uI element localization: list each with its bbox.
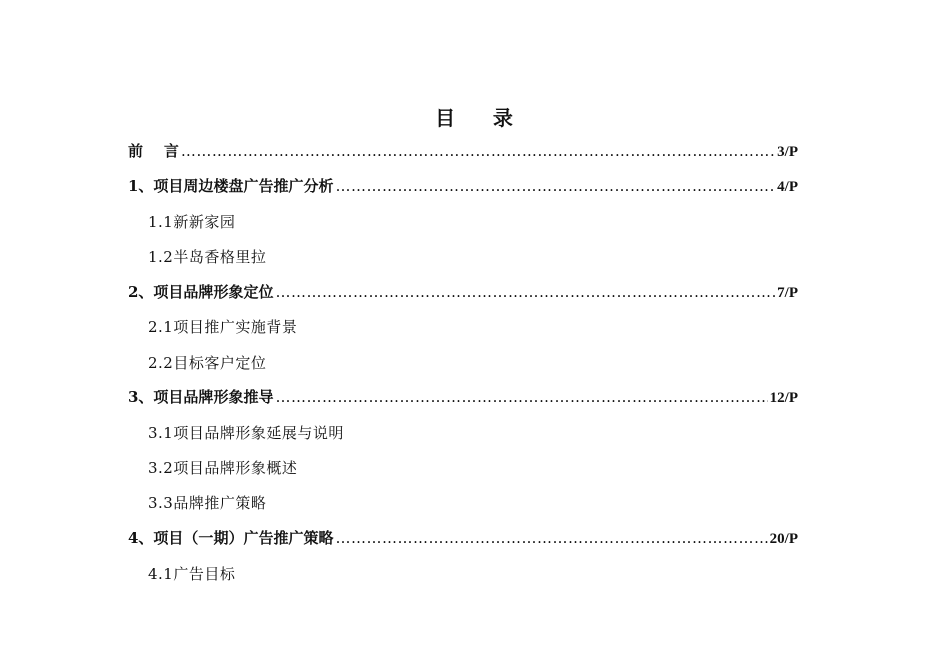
dot-leader — [181, 141, 775, 161]
toc-entry-page: 4/P — [777, 179, 798, 195]
toc-subentry-1-2[interactable] — [148, 247, 266, 267]
toc-subentry-title: 3.3品牌推广策略 — [148, 494, 267, 512]
toc-subentry-title: 2.1项目推广实施背景 — [148, 318, 298, 336]
toc-entry-title: 4、项目（一期）广告推广策略 — [128, 529, 334, 547]
toc-entry-title: 前 言 — [128, 142, 179, 160]
dot-leader — [335, 176, 775, 196]
toc-subentry-title: 1.2半岛香格里拉 — [148, 248, 267, 266]
toc-subentry-3-3[interactable] — [148, 493, 266, 513]
toc-entry-section-1[interactable] — [128, 176, 798, 196]
toc-entry-page: 7/P — [777, 285, 798, 301]
toc-entry-preface[interactable] — [128, 141, 798, 161]
toc-entry-page: 20/P — [769, 531, 798, 547]
toc-subentry-2-1[interactable] — [148, 317, 297, 337]
toc-subentry-title: 2.2目标客户定位 — [148, 354, 267, 372]
toc-entry-title: 2、项目品牌形象定位 — [128, 283, 274, 301]
toc-subentry-title: 4.1广告目标 — [148, 565, 236, 583]
toc-subentry-3-1[interactable] — [148, 423, 344, 443]
toc-entry-section-4[interactable] — [128, 528, 798, 548]
dot-leader — [335, 528, 767, 548]
toc-subentry-title: 1.1新新家园 — [148, 213, 236, 231]
toc-entry-page: 12/P — [769, 390, 798, 406]
toc-subentry-4-1[interactable] — [148, 564, 235, 584]
toc-subentry-title: 3.2项目品牌形象概述 — [148, 459, 298, 477]
toc-entry-section-2[interactable] — [128, 282, 798, 302]
toc-subentry-3-2[interactable] — [148, 458, 297, 478]
toc-entry-section-3[interactable] — [128, 387, 798, 407]
dot-leader — [275, 282, 775, 302]
dot-leader — [275, 387, 767, 407]
toc-subentry-2-2[interactable] — [148, 353, 266, 373]
toc-entry-title: 3、项目品牌形象推导 — [128, 388, 274, 406]
toc-entry-page: 3/P — [777, 144, 798, 160]
toc-entry-title: 1、项目周边楼盘广告推广分析 — [128, 177, 334, 195]
toc-subentry-1-1[interactable] — [148, 212, 235, 232]
page-title: 目 录 — [435, 106, 515, 130]
toc-subentry-title: 3.1项目品牌形象延展与说明 — [148, 424, 344, 442]
